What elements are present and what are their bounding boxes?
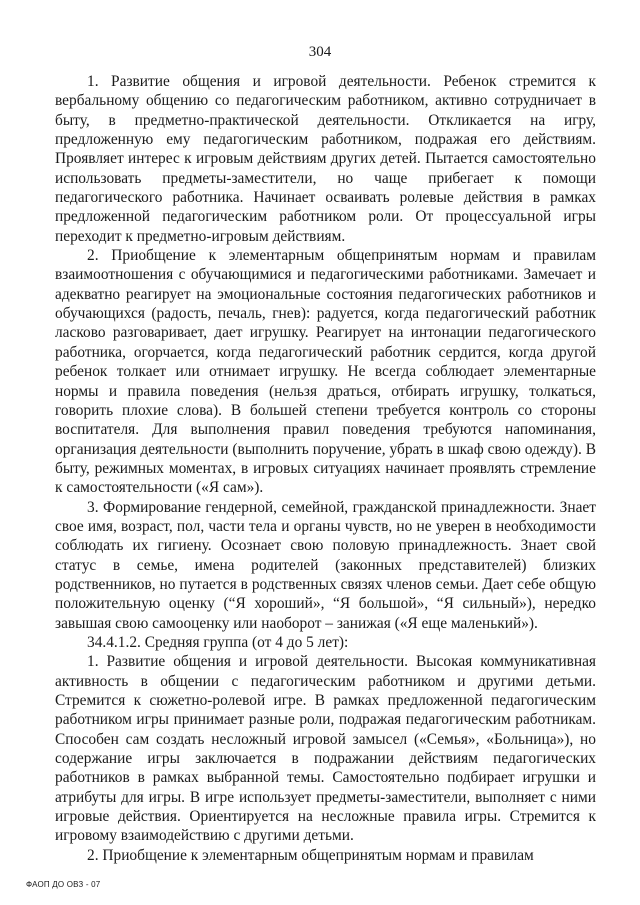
- page-body: [55, 72, 596, 865]
- footer-code: ФАОП ДО ОВЗ - 07: [26, 880, 101, 889]
- paragraph-4: 1. Развитие общения и игровой деятельности. Высокая коммуникативная активность в общении с педагогическим работником и другими детьми. Стремится к сюжетно-ролевой игре. В рамках предложенной педагогическим работником игры принимает разные роли, подражая педагогическим работникам. Способен сам создать несложный игровой замысел («Семья», «Больница»), но содержание игры заключается в подражании действиям педагогических работников в рамках выбранной темы. Самостоятельно подбирает игрушки и атрибуты для игры. В игре использует предметы-заместители, выполняет с ними игровые действия. Ориентируется на несложные правила игры. Стремится к игровому взаимодействию с другими детьми.: [55, 653, 596, 845]
- paragraph-3: 3. Формирование гендерной, семейной, гражданской принадлежности. Знает свое имя, возраст, пол, части тела и органы чувств, но не уверен в необходимости соблюдать их гигиену. Осознает свою половую принадлежность. Знает свой статус в семье, имена родителей (законных представителей) близких родственников, но путается в родственных связях членов семьи. Дает себе общую положительную оценку (“Я хороший», “Я большой», “Я сильный»), нередко завышая свою самооценку или наоборот – занижая («Я еще маленький»).: [55, 498, 596, 632]
- paragraph-5: 2. Приобщение к элементарным общепринятым нормам и правилам: [87, 846, 534, 864]
- page-number: 304: [308, 44, 332, 60]
- section-heading: 34.4.1.2. Средняя группа (от 4 до 5 лет):: [87, 633, 349, 651]
- paragraph-1: 1. Развитие общения и игровой деятельности. Ребенок стремится к вербальному общению со педагогическим работником, активно сотрудничает в быту, в предметно-практической деятельности. Откликается на игру, предложенную ему педагогическим работником, подражая его действиям. Проявляет интерес к игровым действиям других детей. Пытается самостоятельно использовать предметы-заместители, но чаще прибегает к помощи педагогического работника. Начинает осваивать ролевые действия в рамках предложенной педагогическим работником роли. От процессуальной игры переходит к предметно-игровым действиям.: [55, 73, 596, 245]
- paragraph-2: 2. Приобщение к элементарным общепринятым нормам и правилам взаимоотношения с обучающимися и педагогическими работниками. Замечает и адекватно реагирует на эмоциональные состояния педагогических работников и обучающихся (радость, печаль, гнев): радуется, когда педагогический работник ласково разговаривает, дает игрушку. Реагирует на интонации педагогического работника, огорчается, когда педагогический работник сердится, когда другой ребенок толкает или отнимает игрушку. Не всегда соблюдает элементарные нормы и правила поведения (нельзя драться, отбирать игрушку, толкаться, говорить плохие слова). В большей степени требуется контроль со стороны воспитателя. Для выполнения правил поведения требуются напоминания, организация деятельности (выполнить поручение, убрать в шкаф свою одежду). В быту, режимных моментах, в игровых ситуациях начинает проявлять стремление к самостоятельности («Я сам»).: [55, 247, 596, 497]
